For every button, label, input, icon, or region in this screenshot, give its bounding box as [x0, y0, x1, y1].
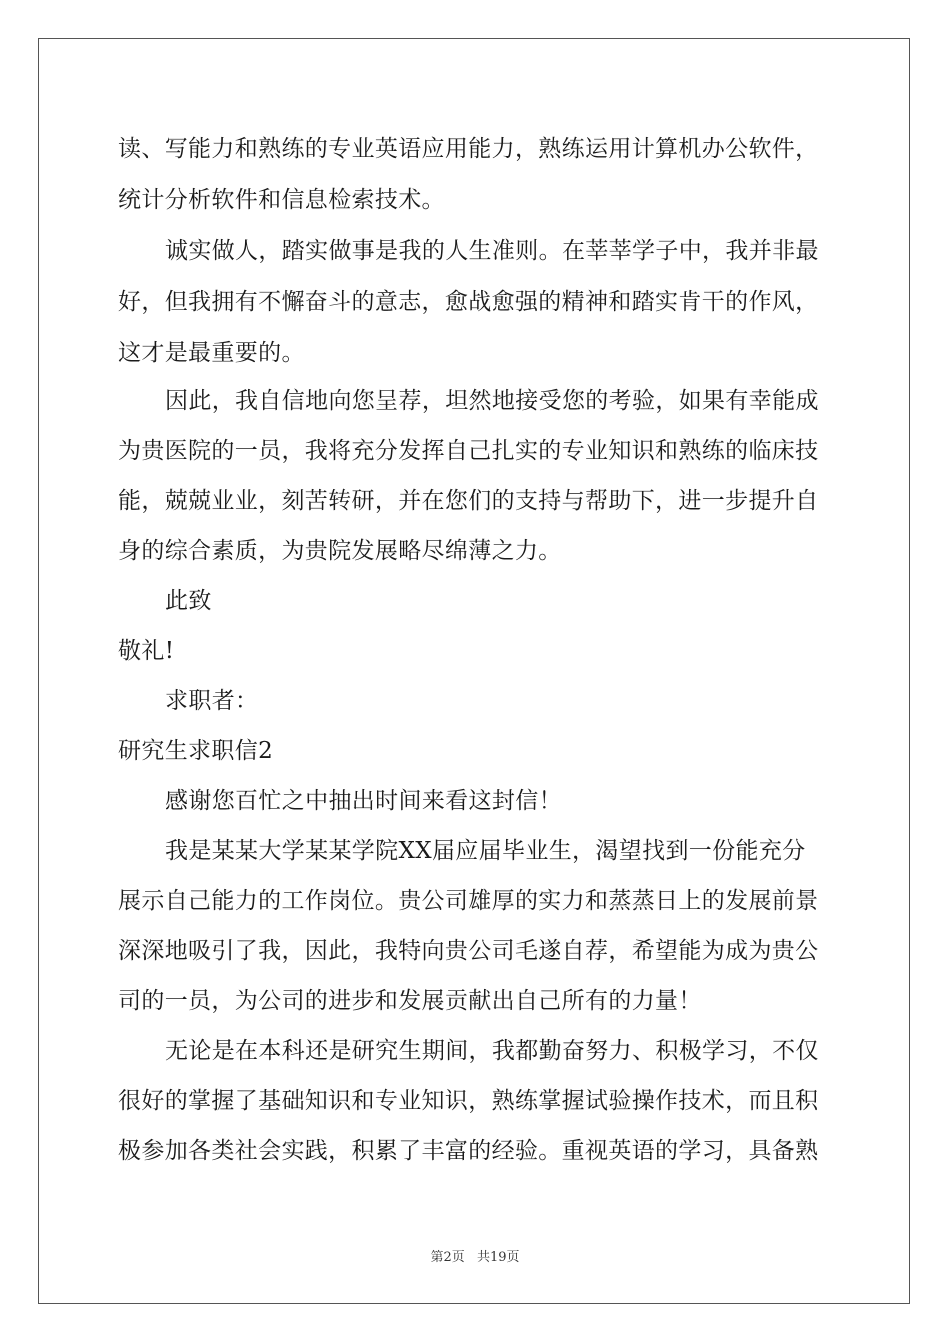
text-line: 统计分析软件和信息检索技术。	[118, 187, 445, 213]
text-line: 读、写能力和熟练的专业英语应用能力，熟练运用计算机办公软件，	[118, 136, 819, 162]
text-line: 极参加各类社会实践，积累了丰富的经验。重视英语的学习，具备熟	[118, 1138, 819, 1164]
paragraph-start: 诚实做人，踏实做事是我的人生准则。在莘莘学子中，我并非最	[165, 238, 819, 264]
text-line: 深深地吸引了我，因此，我特向贵公司毛遂自荐，希望能为成为贵公	[118, 938, 819, 964]
paragraph-start: 无论是在本科还是研究生期间，我都勤奋努力、积极学习，不仅	[165, 1038, 819, 1064]
closing-respect: 敬礼!	[118, 638, 175, 664]
text-line: 展示自己能力的工作岗位。贵公司雄厚的实力和蒸蒸日上的发展前景	[118, 888, 819, 914]
text-line: 能，兢兢业业，刻苦转研，并在您们的支持与帮助下，进一步提升自	[118, 488, 819, 514]
page-total: 共19页	[476, 1250, 520, 1265]
paragraph-start: 我是某某大学某某学院XX届应届毕业生，渴望找到一份能充分	[165, 838, 806, 864]
text-line: 身的综合素质，为贵院发展略尽绵薄之力。	[118, 538, 562, 564]
text-line: 为贵医院的一员，我将充分发挥自己扎实的专业知识和熟练的临床技	[118, 438, 819, 464]
page-number: 第2页	[430, 1250, 465, 1265]
text-line: 司的一员，为公司的进步和发展贡献出自己所有的力量！	[118, 988, 702, 1014]
section-heading: 研究生求职信2	[118, 738, 274, 764]
text-line: 这才是最重要的。	[118, 340, 305, 366]
text-line: 好，但我拥有不懈奋斗的意志，愈战愈强的精神和踏实肯干的作风，	[118, 289, 819, 315]
text-line: 很好的掌握了基础知识和专业知识，熟练掌握试验操作技术，而且积	[118, 1088, 819, 1114]
closing-salutation: 此致	[165, 588, 212, 614]
signature-label: 求职者：	[165, 688, 259, 714]
page-footer	[0, 1246, 950, 1265]
paragraph-start: 因此，我自信地向您呈荐，坦然地接受您的考验，如果有幸能成	[165, 388, 819, 414]
paragraph-start: 感谢您百忙之中抽出时间来看这封信！	[165, 788, 562, 814]
